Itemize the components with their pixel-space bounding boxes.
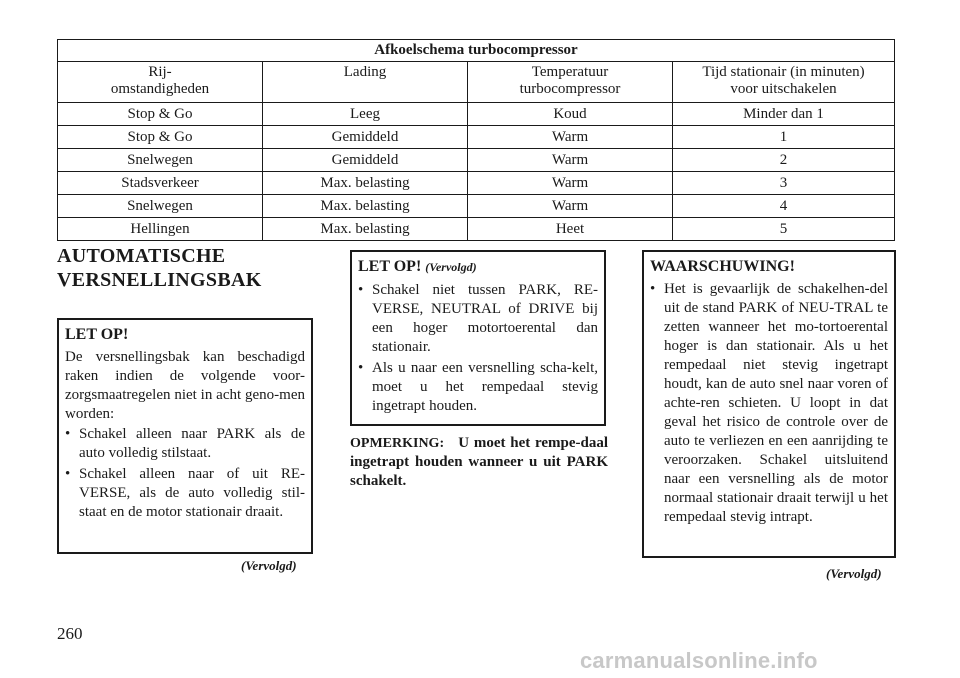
table-cell: Stadsverkeer	[58, 172, 263, 195]
table-row	[58, 195, 895, 218]
section-heading	[57, 244, 307, 292]
table-header: Temperatuur turbocompressor	[468, 62, 673, 103]
table-cell: 2	[673, 149, 895, 172]
table-cell: Koud	[468, 103, 673, 126]
watermark: carmanualsonline.info	[580, 648, 818, 673]
caution-box	[57, 318, 313, 554]
caution-list	[65, 425, 305, 522]
table-cell: Heet	[468, 218, 673, 241]
continued-label: (Vervolgd)	[826, 566, 882, 581]
table-cell: Max. belasting	[263, 195, 468, 218]
warning-title: WAARSCHUWING!	[650, 258, 795, 275]
table-header: Tijd stationair (in minuten) voor uitschakelen	[673, 62, 895, 103]
table-cell: Gemiddeld	[263, 149, 468, 172]
table-cell: Warm	[468, 195, 673, 218]
warning-box	[642, 250, 896, 558]
table-cell: Warm	[468, 126, 673, 149]
table-cell: 3	[673, 172, 895, 195]
table-row	[58, 149, 895, 172]
table-cell: Stop & Go	[58, 126, 263, 149]
caution-title: LET OP!	[65, 326, 129, 343]
table-cell: Stop & Go	[58, 103, 263, 126]
table-header: Lading	[263, 62, 468, 103]
list-item: • Als u naar een versnelling scha-kelt, moet u het rempedaal stevig ingetrapt houden.	[358, 359, 598, 416]
caution-title-text: LET OP!	[358, 258, 422, 275]
note-text: U moet het rempe-daal ingetrapt houden wanneer u uit PARK schakelt.	[350, 435, 608, 489]
table-cell: 5	[673, 218, 895, 241]
list-item: • Schakel alleen naar of uit RE-VERSE, als de auto volledig stil-staat en de motor stationair draait.	[65, 465, 305, 522]
table-row	[58, 126, 895, 149]
section-heading-line: AUTOMATISCHE	[57, 245, 226, 267]
table-cell: Gemiddeld	[263, 126, 468, 149]
table-header: Rij- omstandigheden	[58, 62, 263, 103]
table-cell: 4	[673, 195, 895, 218]
table-title: Afkoelschema turbocompressor	[58, 40, 895, 62]
list-item: • Het is gevaarlijk de schakelhen-del uit de stand PARK of NEU-TRAL te zetten wanneer het mo-tortoerental hoger is dan stationair. Als u het rempedaal niet stevig ingetrapt houdt, kan de auto snel naar voren of achte-ren schieten. U loopt in dat geval het risico de controle over de auto te verliezen en een aanrijding te veroorzaken. Schakel uitsluitend naar een versnelling als de motor normaal stationair draait terwijl u het rempedaal stevig intrapt.	[650, 280, 888, 527]
table-cell: Max. belasting	[263, 218, 468, 241]
note-paragraph	[350, 434, 608, 491]
table-cell: Minder dan 1	[673, 103, 895, 126]
table-cell: Max. belasting	[263, 172, 468, 195]
table-cell: Snelwegen	[58, 149, 263, 172]
cooldown-table	[57, 39, 895, 241]
table-cell: Warm	[468, 172, 673, 195]
table-row	[58, 172, 895, 195]
note-label: OPMERKING:	[350, 436, 445, 451]
caution-title	[358, 257, 598, 277]
table-cell: 1	[673, 126, 895, 149]
continued-label: (Vervolgd)	[425, 260, 477, 274]
table-cell: Leeg	[263, 103, 468, 126]
caution-intro: De versnellingsbak kan beschadigd raken indien de volgende voor-zorgsmaatregelen niet in acht geno-men worden:	[65, 349, 305, 422]
warning-list	[650, 280, 888, 527]
table-row	[58, 218, 895, 241]
table-cell: Snelwegen	[58, 195, 263, 218]
page-number: 260	[57, 624, 83, 643]
caution-continued-box	[350, 250, 606, 426]
table-row	[58, 103, 895, 126]
list-item: • Schakel alleen naar PARK als de auto volledig stilstaat.	[65, 425, 305, 463]
list-item: • Schakel niet tussen PARK, RE-VERSE, NEUTRAL of DRIVE bij een hoger motortoerental dan stationair.	[358, 281, 598, 357]
section-heading-line: VERSNELLINGSBAK	[57, 269, 262, 291]
table-cell: Warm	[468, 149, 673, 172]
table-cell: Hellingen	[58, 218, 263, 241]
continued-label: (Vervolgd)	[241, 558, 297, 573]
caution-list	[358, 281, 598, 416]
